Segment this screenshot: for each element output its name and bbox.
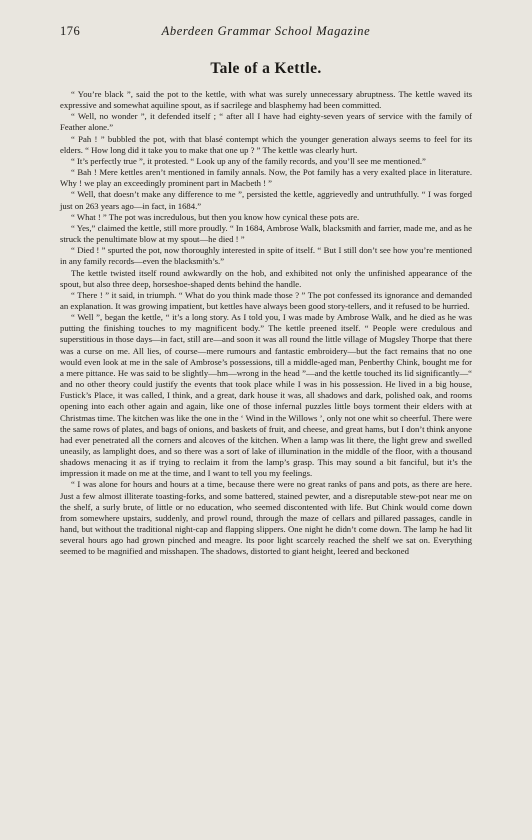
paragraph: “ Yes,” claimed the kettle, still more proudly. “ In 1684, Ambrose Walk, blacksmith and farrier, made me, and as he struck the penultimate blow at my spout—he died ! ” [60,222,472,245]
paragraph: “ Died ! ” spurted the pot, now thoroughly interested in spite of itself. “ But I still don’t see how you’re mentioned in any family records—even the blacksmith’s.” [60,245,472,267]
journal-title: Aberdeen Grammar School Magazine [161,24,371,38]
article-body [60,89,472,558]
article-title: Tale of a Kettle. [210,60,322,77]
paragraph: “ Bah ! Mere kettles aren’t mentioned in family annals. Now, the Pot family has a very exalted place in literature. Why ! we play an exceedingly prominent part in Macbeth ! ” [60,167,472,189]
paragraph: “ What ! ” The pot was incredulous, but then you know how cynical these pots are. [71,211,360,222]
page-number: 176 [60,24,81,38]
paragraph: “ There ! ” it said, in triumph. “ What do you think made those ? ” The pot confessed its ignorance and demanded an explanation. It was growing impatient, but kettles have always been good story-tellers, and it refused to be hurried. [60,289,472,311]
paragraph: “ It’s perfectly true ”, it protested. “ Look up any of the family records, and you’ll see me mentioned.” [71,155,426,166]
running-head [60,24,472,46]
paragraph: “ Pah ! ” bubbled the pot, with that blasé contempt which the younger generation always seems to feel for its elders. “ How long did it take you to make that one up ? ” The kettle was clearly hurt. [60,133,472,155]
paragraph: “ Well, that doesn’t make any difference to me ”, persisted the kettle, aggrievedly and untruthfully. “ I was forged just on 263 years ago—in fact, in 1684.” [60,189,472,211]
paragraph: “ I was alone for hours and hours at a time, because there were no great ranks of pans and pots, as there are here. Just a few almost illiterate toasting-forks, and some battered, stained pewter, and a disreputable stew-pot near me on the shelf, a surly brute, of little or no education, who seemed discontented with life. But Chink would come down from somewhere upstairs, suddenly, and prowl round, through the maze of cellars and pillared passages, candle in hand, but without the traditional night-cap and flapping slippers. One night he didn’t come down. The lamp he had lit several hours ago had grown pinched and meagre. Its poor light scarcely reached the shelf we sat on. Everything seemed to be magnified and misshapen. The shadows, distorted to giant height, leered and beckoned [60,479,472,557]
paragraph: “ You’re black ”, said the pot to the kettle, with what was surely unnecessary abruptness. The kettle waved its expressive and somewhat aquiline spout, as if sacrilege and blasphemy had been committed. [60,89,472,111]
paragraph: “ Well ”, began the kettle, “ it’s a long story. As I told you, I was made by Ambrose Walk, and he died as he was putting the finishing touches to my magnificent body.” The kettle preened itself. “ People were credulous and superstitious in those days—in fact, still are—and soon it was all round the little village of Mugsley Thorpe that there was a curse on me. All lies, of course—mere rumours and fantastic embroidery—but the fact remains that no one would even look at me in the sale of Ambrose’s possessions, till a middle-aged man, Penberthy Chink, bought me for a mere pittance. He was said to be slightly—hm—wrong in the head ”—and the kettle touched its lid significantly—“ and no other theory could justify the events that took place while I was in his possession. He lived in a big house, Fustick’s Place, it was called, I think, and a great, dark house it was, all shadows and dark, polished oak, and rooms opening into each other again and again, like one of those infernal puzzles little boys torment their elders with at Christmas time. The kitchen was like the one in the ‘ Wind in the Willows ’, only not one whit so cheerful. There were the same rows of plates, and bags of onions, and baskets of fruit, and cheese, and great hams, but I don’t think anyone had ever penetrated all the corners and alcoves of the kitchen. When a lamp was lit there, the light grew and swelled uneasily, as lamplight does, and so there was a sort of lake of illumination in the middle of the floor, with a thousand shadows menacing it as if trying to reclaim it from the lamp’s grasp. This may sound a bit fanciful, but it’s the impression it made on me at the time, and I want to tell you my feelings. [60,312,472,479]
paragraph: “ Well, no wonder ”, it defended itself ; “ after all I have had eighty-seven years of service with the family of Feather alone.” [60,111,472,133]
paragraph: The kettle twisted itself round awkwardly on the hob, and exhibited not only the unfinished appearance of the spout, but also three deep, horseshoe-shaped dents behind the handle. [60,267,472,289]
